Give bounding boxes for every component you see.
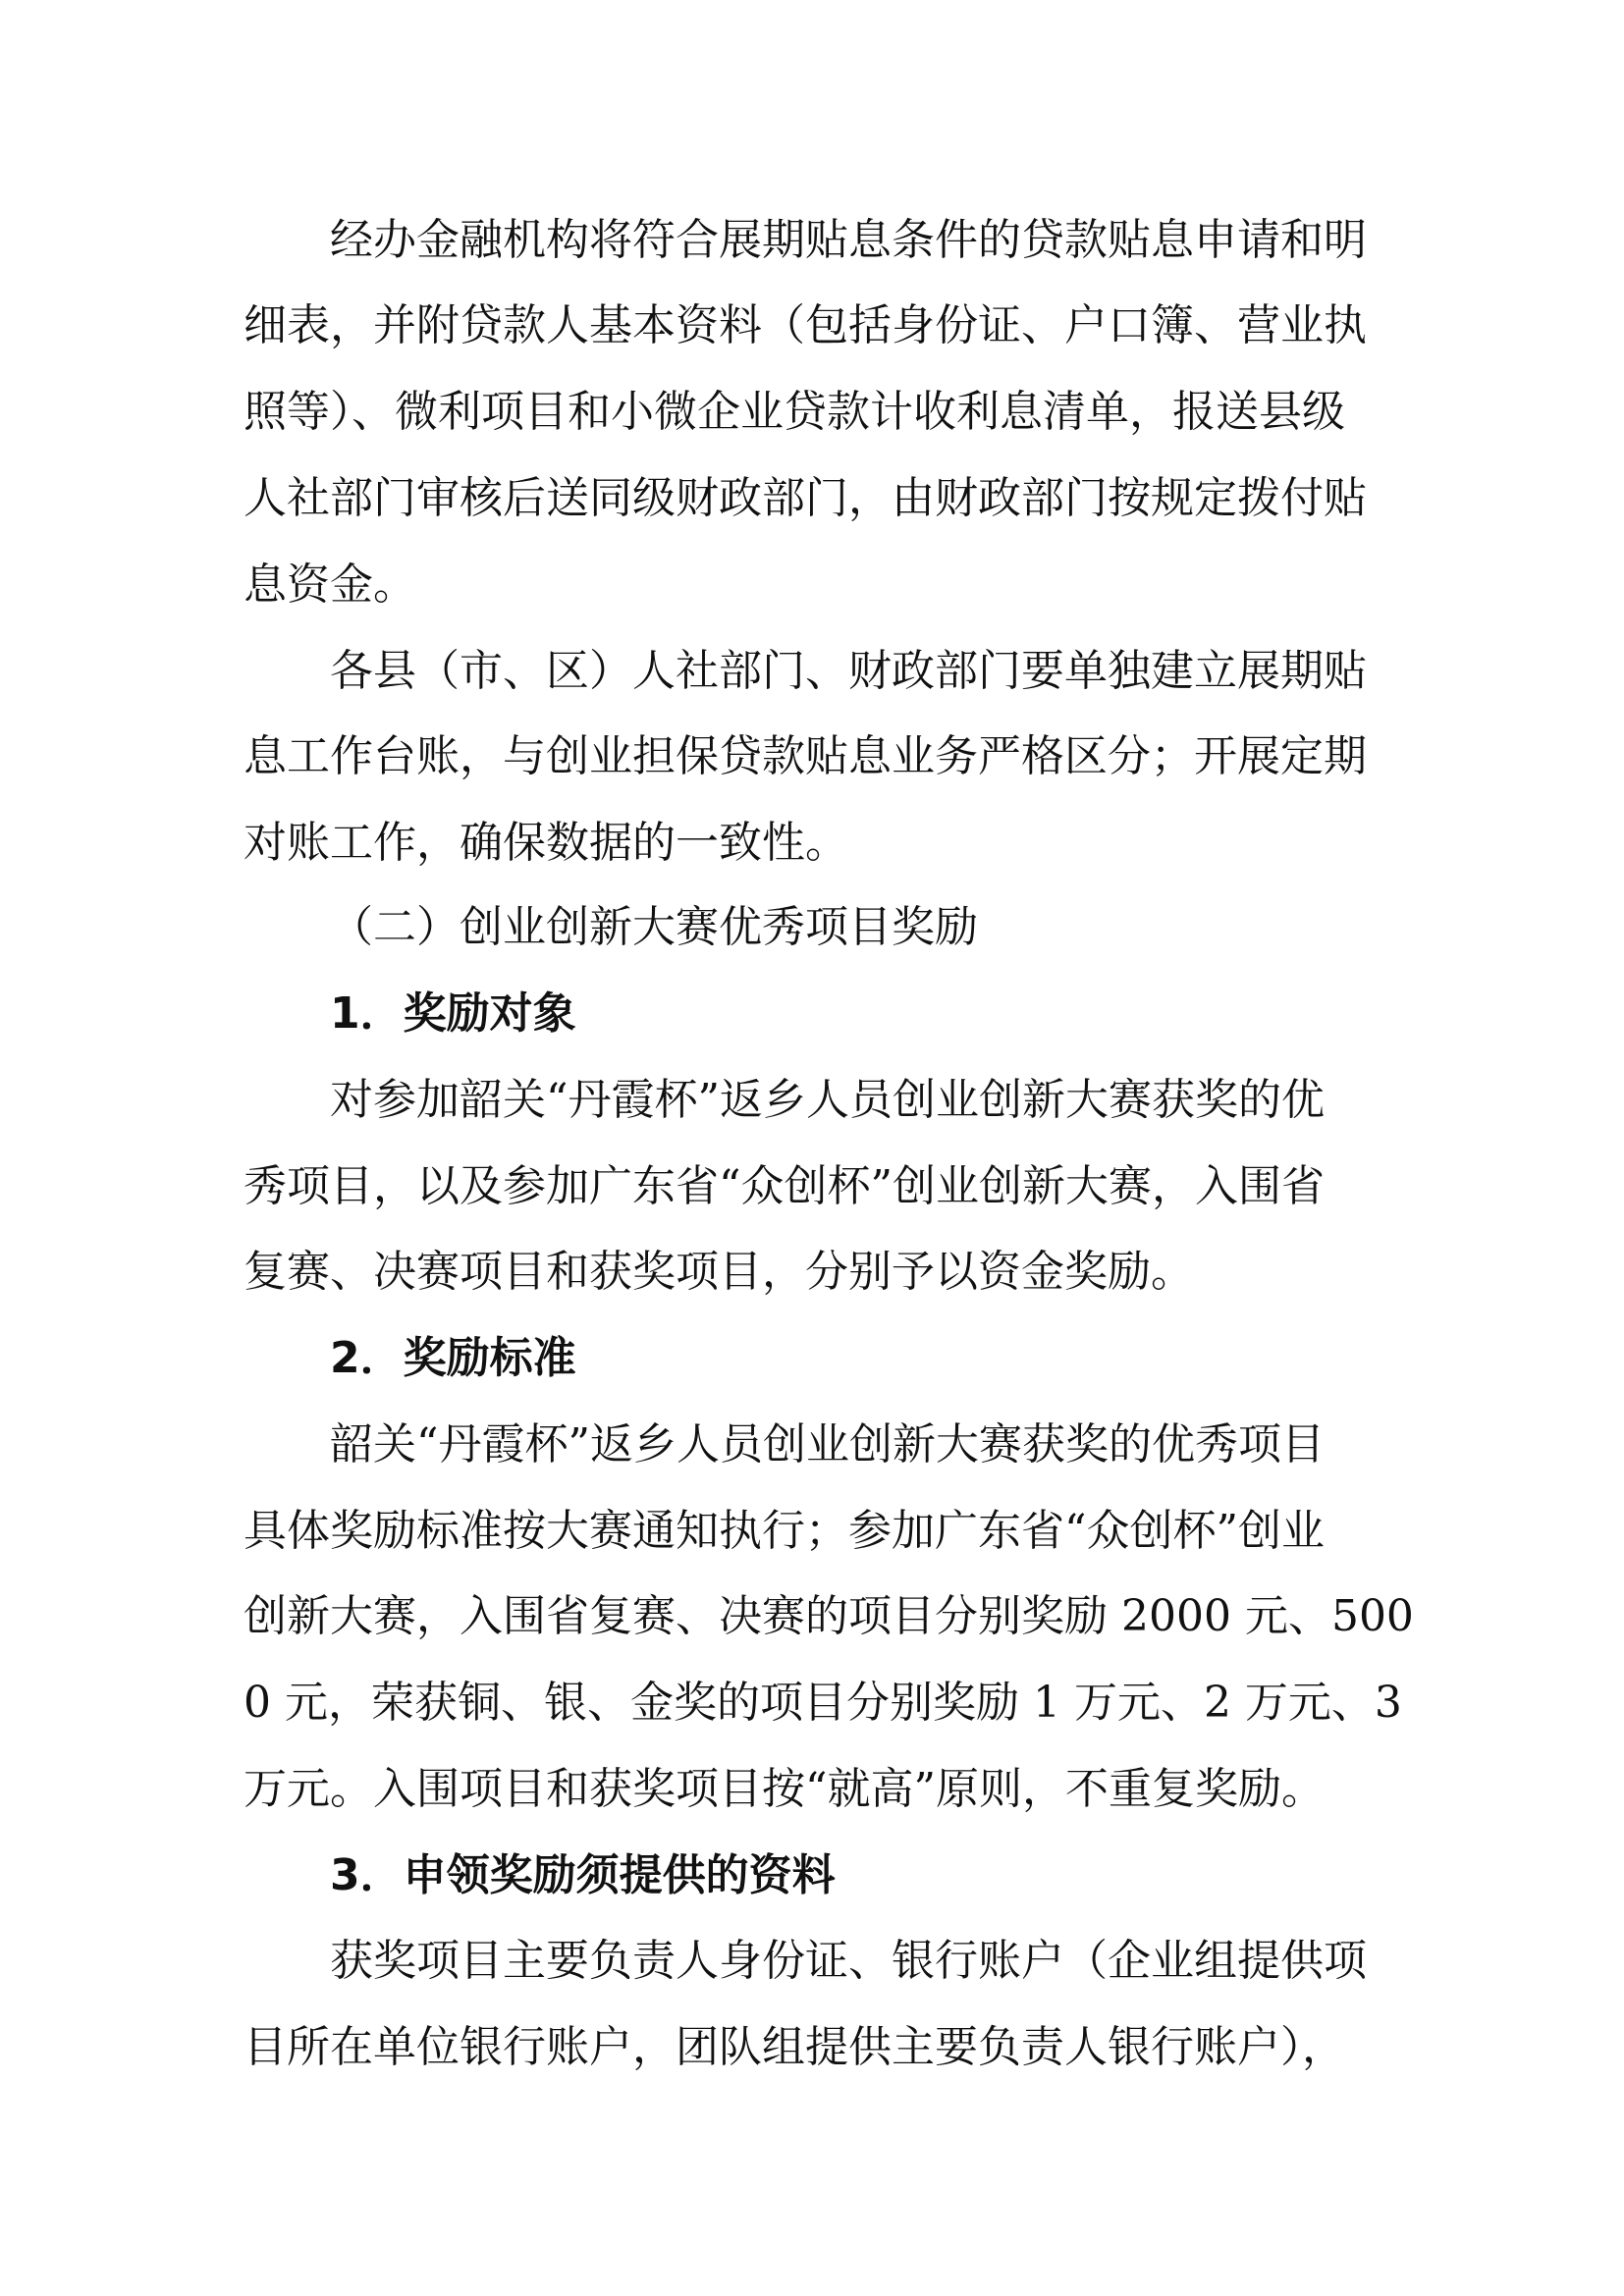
paragraph-line: 息工作台账，与创业担保贷款贴息业务严格区分；开展定期 (244, 731, 1367, 781)
paragraph-line: 细表，并附贷款人基本资料（包括身份证、户口簿、营业执 (244, 300, 1367, 350)
paragraph-line: 万元。入围项目和获奖项目按“就高”原则，不重复奖励。 (244, 1764, 1325, 1814)
paragraph-line: 照等）、微利项目和小微企业贷款计收利息清单，报送县级 (244, 387, 1345, 437)
paragraph-line: 创新大赛，入围省复赛、决赛的项目分别奖励 2000 元、500 (244, 1591, 1414, 1641)
paragraph-line: 目所在单位银行账户，团队组提供主要负责人银行账户）， (244, 2022, 1345, 2072)
paragraph-line: 对账工作，确保数据的一致性。 (244, 818, 848, 868)
paragraph-line: 韶关“丹霞杯”返乡人员创业创新大赛获奖的优秀项目 (330, 1419, 1325, 1469)
subsection-heading: 3．申领奖励须提供的资料 (330, 1850, 836, 1900)
paragraph-line: 复赛、决赛项目和获奖项目，分别予以资金奖励。 (244, 1247, 1194, 1297)
subsection-heading: 1．奖励对象 (330, 988, 576, 1039)
paragraph-line: 获奖项目主要负责人身份证、银行账户（企业组提供项 (330, 1936, 1367, 1986)
paragraph-line: 具体奖励标准按大赛通知执行；参加广东省“众创杯”创业 (244, 1506, 1325, 1556)
paragraph-line: 人社部门审核后送同级财政部门，由财政部门按规定拨付贴 (244, 473, 1367, 523)
paragraph-line: 经办金融机构将符合展期贴息条件的贷款贴息申请和明 (330, 215, 1367, 265)
paragraph-line: 0 元，荣获铜、银、金奖的项目分别奖励 1 万元、2 万元、3 (244, 1678, 1402, 1728)
subsection-heading: 2．奖励标准 (330, 1333, 576, 1383)
section-heading: （二）创业创新大赛优秀项目奖励 (330, 902, 978, 952)
paragraph-line: 息资金。 (244, 560, 416, 610)
paragraph-line: 对参加韶关“丹霞杯”返乡人员创业创新大赛获奖的优 (330, 1075, 1325, 1125)
paragraph-line: 秀项目，以及参加广东省“众创杯”创业创新大赛，入围省 (244, 1161, 1325, 1211)
paragraph-line: 各县（市、区）人社部门、财政部门要单独建立展期贴 (330, 646, 1367, 696)
